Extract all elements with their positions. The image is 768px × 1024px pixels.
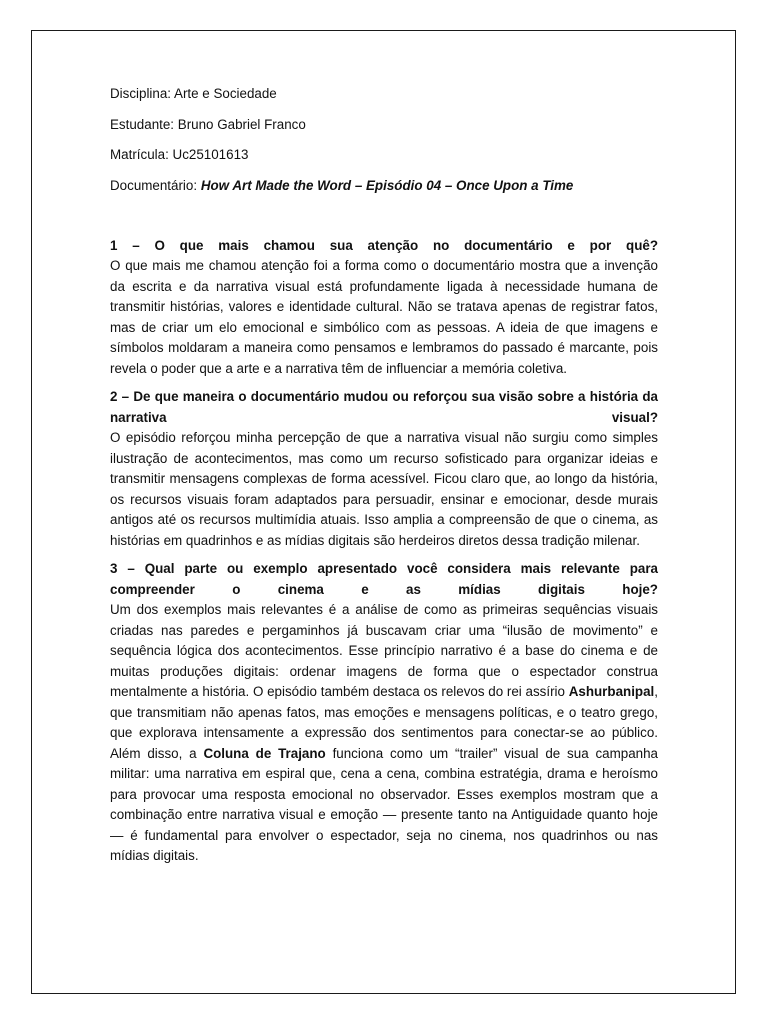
matricula-value: Uc25101613 bbox=[172, 147, 249, 162]
estudante-label: Estudante: bbox=[110, 116, 175, 132]
question-3-line-1: 3 – Qual parte ou exemplo apresentado você considera mais relevante para bbox=[110, 561, 658, 577]
disciplina-value: Arte e Sociedade bbox=[174, 86, 277, 101]
answer-3-part-1: Um dos exemplos mais relevantes é a análise de como as primeiras sequências visuais criadas nas paredes e pergaminhos já buscavam criar uma “ilusão de movimento” e sequência lógica dos acontecimentos. Esse princípio narrativo é a base do cinema e de muitas produções digitais: ordenar imagens de forma que o espectador construa mentalmente a história. O episódio também destaca os relevos do rei assírio bbox=[110, 602, 658, 700]
documentario-title: How Art Made the Word – Episódio 04 – Once Upon a Time bbox=[200, 177, 574, 193]
matricula-label: Matrícula: bbox=[110, 147, 169, 162]
question-2-line-1: 2 – De que maneira o documentário mudou ou reforçou sua visão sobre a bbox=[110, 389, 586, 405]
spacer bbox=[110, 206, 658, 236]
question-2-line-2: história da narrativa visual? bbox=[110, 389, 658, 425]
estudante-line bbox=[110, 115, 658, 146]
disciplina-line bbox=[110, 84, 658, 115]
documentario-label: Documentário: bbox=[110, 177, 198, 193]
answer-3-bold-coluna: Coluna de Trajano bbox=[203, 745, 326, 761]
question-3 bbox=[110, 559, 658, 600]
answer-2: O episódio reforçou minha percepção de que a narrativa visual não surgiu como simples ilustração de acontecimentos, mas como um recurso sofisticado para organizar ideias e transmitir mensagens complexas de forma acessível. Ficou claro que, ao longo da história, os recursos visuais foram adaptados para persuadir, ensinar e emocionar, desde murais antigos até os recursos multimídia atuais. Isso amplia a compreensão de que o cinema, as histórias em quadrinhos e as mídias digitais são herdeiros diretos dessa tradição milenar. bbox=[110, 430, 658, 548]
question-3-line-2: compreender o cinema e as mídias digitais hoje? bbox=[110, 581, 658, 597]
question-2 bbox=[110, 387, 658, 428]
question-block-3 bbox=[110, 559, 658, 866]
answer-3-part-2: , que transmitiam não apenas fatos, mas emoções e mensagens políticas, e o teatro grego, que explorava intensamente a expressão dos sentimentos para conectar-se ao público. Além disso, a bbox=[110, 684, 658, 761]
question-1: 1 – O que mais chamou sua atenção no documentário e por quê? bbox=[110, 238, 658, 253]
question-block-1 bbox=[110, 236, 658, 379]
documentario-line bbox=[110, 176, 658, 207]
answer-3-part-3: funciona como um “trailer” visual de sua campanha militar: uma narrativa em espiral que, cena a cena, combina estratégia, drama e heroísmo para provocar uma resposta emocional no observador. Esses exemplos mostram que a combinação entre narrativa visual e emoção — presente tanto na Antiguidade quanto hoje — é fundamental para envolver o espectador, seja no cinema, nos quadrinhos ou nas mídias digitais. bbox=[110, 745, 658, 864]
answer-3-bold-ashurbanipal: Ashurbanipal bbox=[568, 684, 655, 700]
question-block-2 bbox=[110, 387, 658, 551]
matricula-line bbox=[110, 145, 658, 176]
estudante-value: Bruno Gabriel Franco bbox=[177, 116, 306, 132]
answer-3 bbox=[110, 600, 658, 867]
document-body bbox=[110, 84, 658, 875]
disciplina-label: Disciplina: bbox=[110, 86, 172, 101]
answer-1: O que mais me chamou atenção foi a forma como o documentário mostra que a invenção da escrita e da narrativa visual está profundamente ligada à necessidade humana de transmitir histórias, valores e identidade cultural. Não se tratava apenas de registrar fatos, mas de criar um elo emocional e simbólico com as pessoas. A ideia de que imagens e símbolos moldaram a maneira como pensamos e lembramos do passado é marcante, pois revela o poder que a arte e a narrativa têm de influenciar a memória coletiva. bbox=[110, 258, 658, 376]
